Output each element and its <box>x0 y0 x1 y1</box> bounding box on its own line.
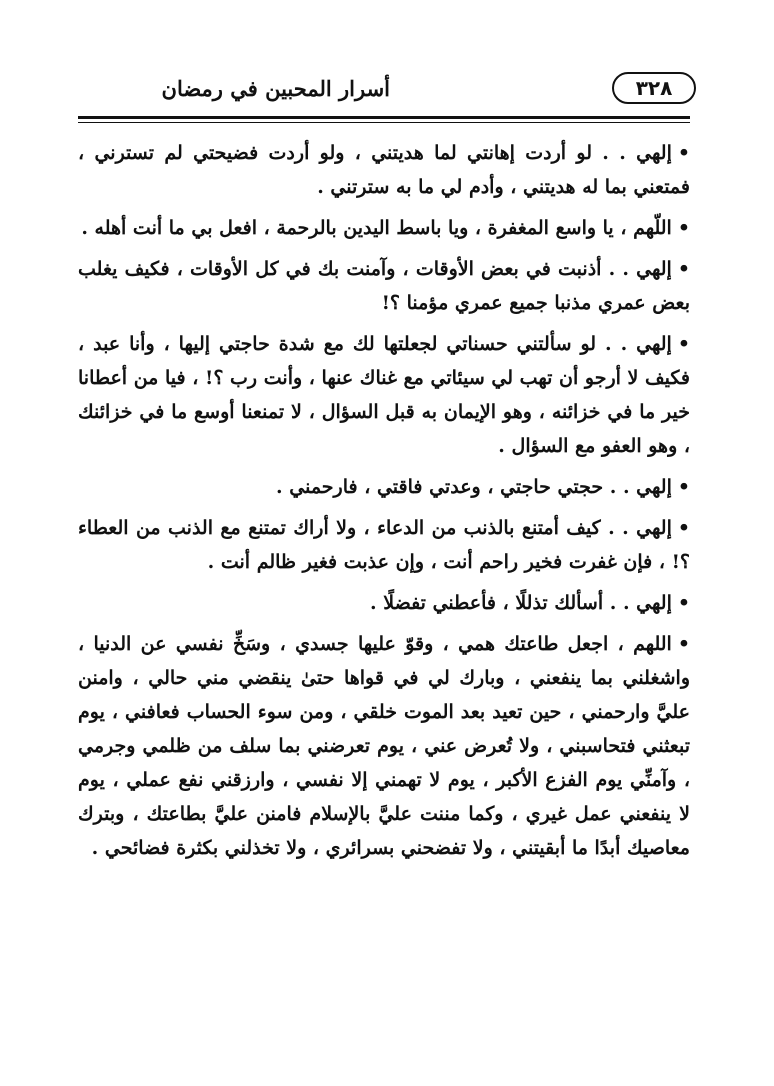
bullet-icon: • <box>677 258 690 280</box>
paragraph <box>78 470 690 504</box>
paragraph-text: إلهي . . أذنبت في بعض الأوقات ، وآمنت بك في كل الأوقات ، فكيف يغلب بعض عمري مذنبا جميع عمري مؤمنا ؟! <box>78 258 690 314</box>
bullet-icon: • <box>677 142 690 164</box>
running-title: أسرار المحبين في رمضان <box>161 76 390 101</box>
paragraph-text: اللّهم ، يا واسع المغفرة ، ويا باسط اليدين بالرحمة ، افعل بي ما أنت أهله . <box>81 217 672 239</box>
paragraph-text: إلهي . . حجتي حاجتي ، وعدتي فاقتي ، فارحمني . <box>276 476 672 498</box>
bullet-icon: • <box>677 633 690 655</box>
page-number: ٣٢٨ <box>635 76 673 100</box>
header-rule-thin <box>78 122 690 123</box>
page-header <box>78 70 690 114</box>
paragraph-text: إلهي . . أسألك تذللًا ، فأعطني تفضلًا . <box>370 592 672 614</box>
bullet-icon: • <box>677 517 690 539</box>
page-body <box>78 136 690 872</box>
bullet-icon: • <box>677 333 690 355</box>
paragraph-text: اللهم ، اجعل طاعتك همي ، وقوّ عليها جسدي ، وسَخِّ نفسي عن الدنيا ، واشغلني بما ينفعني ، وبارك لي في قواها حتىٰ ينقضي مني حالي ، وامنن عليَّ وارحمني ، حين تعيد بعد الموت خلقي ، ومن سوء الحساب فعافني ، يوم تبعثني فتحاسبني ، ولا تُعرض عني ، يوم تعرضني بما سلف من ظلمي وجرمي ، وآمنِّي يوم الفزع الأكبر ، يوم لا تهمني إلا نفسي ، وارزقني نفع عملي ، يوم لا ينفعني عمل غيري ، وكما مننت عليَّ بالإسلام فامنن عليَّ بطاعتك ، وبترك معاصيك أبدًا ما أبقيتني ، ولا تفضحني بسرائري ، ولا تخذلني بكثرة فضائحي . <box>78 633 690 859</box>
paragraph <box>78 252 690 320</box>
bullet-icon: • <box>677 217 690 239</box>
paragraph-text: إلهي . . كيف أمتنع بالذنب من الدعاء ، ولا أراك تمتنع مع الذنب من العطاء ؟! ، فإن غفرت فخير راحم أنت ، وإن عذبت فغير ظالم أنت . <box>78 517 690 573</box>
paragraph <box>78 511 690 579</box>
page-number-badge <box>612 72 696 104</box>
paragraph <box>78 327 690 463</box>
paragraph <box>78 627 690 865</box>
paragraph-text: إلهي . . لو سألتني حسناتي لجعلتها لك مع شدة حاجتي إليها ، وأنا عبد ، فكيف لا أرجو أن تهب لي سيئاتي مع غناك عنها ، وأنت رب ؟! ، فيا من أعطانا خير ما في خزائنه ، وهو الإيمان به قبل السؤال ، لا تمنعنا أوسع ما في خزائنك ، وهو العفو مع السؤال . <box>78 333 690 457</box>
bullet-icon: • <box>677 592 690 614</box>
paragraph <box>78 586 690 620</box>
paragraph <box>78 211 690 245</box>
header-rule-thick <box>78 116 690 119</box>
paragraph-text: إلهي . . لو أردت إهانتي لما هديتني ، ولو أردت فضيحتي لم تسترني ، فمتعني بما له هديتني ، وأدم لي ما به سترتني . <box>78 142 690 198</box>
paragraph <box>78 136 690 204</box>
bullet-icon: • <box>677 476 690 498</box>
